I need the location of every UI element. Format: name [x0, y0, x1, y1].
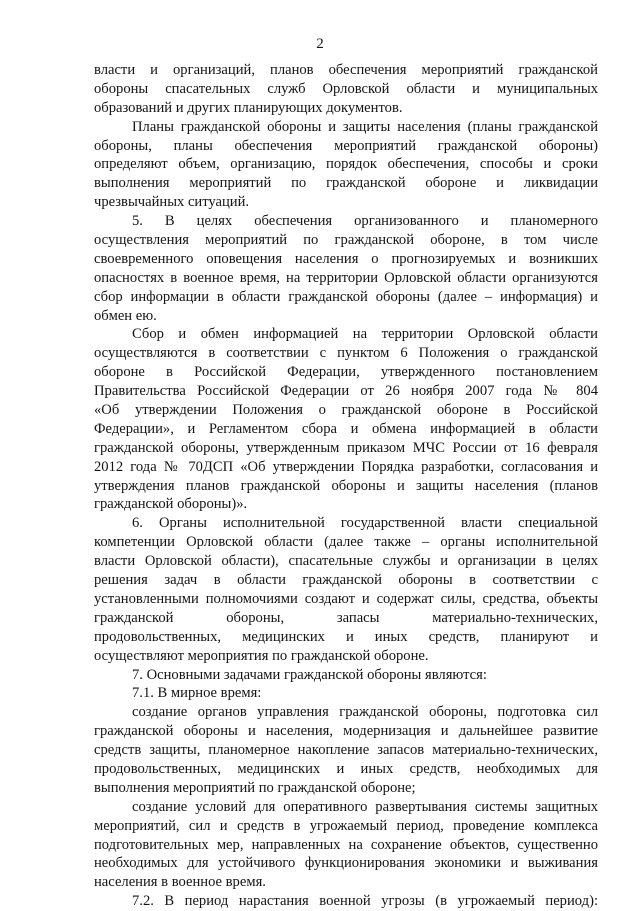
text-line: установленными полномочиями создают и содержат силы, средства, объекты [94, 590, 598, 607]
document-body [94, 61, 598, 911]
text-line: осуществляют мероприятия по гражданской обороне. [94, 647, 429, 664]
text-line: 2012 года № 70ДСП «Об утверждении Порядка разработки, согласования и [94, 458, 598, 475]
text-line: «Об утверждении Положения о гражданской обороне в Российской [94, 402, 598, 419]
text-line: гражданской обороны, запасы материально-технических, [94, 609, 598, 626]
text-line: 6. Органы исполнительной государственной власти специальной [132, 515, 598, 532]
text-line: власти Орловской области), спасательные службы и организации в целях [94, 553, 598, 570]
text-line: гражданской обороны, утвержденным приказом МЧС России от 16 февраля [94, 439, 598, 456]
text-line: выполнения мероприятий по гражданской обороне и ликвидации [94, 175, 598, 192]
text-line: обороны, планы обеспечения мероприятий гражданской обороны) [94, 137, 598, 154]
text-line: осуществления мероприятий по гражданской обороне, в том числе [94, 232, 598, 249]
text-line: образований и других планирующих документов. [94, 99, 403, 116]
text-line: гражданской обороны)». [94, 496, 248, 513]
text-line: необходимых для устойчивого функционирования экономики и выживания [94, 855, 598, 872]
text-line: Федерации», и Регламентом сбора и обмена информацией в области [94, 420, 598, 437]
text-line: сбор информации в области гражданской обороны (далее – информация) и [94, 288, 598, 305]
text-line: средств защиты, планомерное накопление запасов материально-технических, [94, 742, 598, 759]
text-line: Планы гражданской обороны и защиты населения (планы гражданской [132, 118, 598, 135]
text-line: решения задач в области гражданской обороны в соответствии с [94, 572, 598, 589]
text-line: Сбор и обмен информацией на территории Орловской области [132, 326, 598, 343]
text-line: населения в военное время. [94, 874, 266, 891]
text-line: 7. Основными задачами гражданской обороны являются: [132, 666, 487, 683]
text-line: 7.1. В мирное время: [132, 685, 262, 702]
text-line: мероприятий, сил и средств в угрожаемый период, проведение комплекса [94, 817, 598, 834]
text-line: гражданской обороны и населения, модернизация и дальнейшее развитие [94, 723, 598, 740]
page-number: 2 [316, 36, 324, 52]
text-line: подготовительных мер, направленных на сохранение объектов, существенно [94, 836, 598, 853]
text-line: 7.2. В период нарастания военной угрозы (в угрожаемый период): [132, 893, 598, 910]
text-line: власти и организаций, планов обеспечения мероприятий гражданской [94, 62, 598, 78]
text-line: утверждения планов гражданской обороны и защиты населения (планов [94, 477, 598, 494]
text-line: создание условий для оперативного развертывания системы защитных [132, 798, 598, 815]
text-line: обмен ею. [94, 307, 157, 324]
text-line: своевременного оповещения населения о прогнозируемых и возникших [94, 250, 598, 267]
text-line: обороны спасательных служб Орловской области и муниципальных [94, 80, 598, 97]
text-line: чрезвычайных ситуаций. [94, 194, 250, 211]
text-line: опасностях в военное время, на территории Орловской области организуются [94, 269, 598, 286]
text-line: продовольственных, медицинских и иных средств, необходимых для [94, 760, 598, 777]
text-line: создание органов управления гражданской обороны, подготовка сил [132, 704, 598, 721]
text-line: 5. В целях обеспечения организованного и планомерного [132, 213, 598, 230]
text-line: компетенции Орловской области (далее также – органы исполнительной [94, 534, 598, 551]
text-line: продовольственных, медицинских и иных средств, планируют и [94, 628, 598, 645]
text-line: обороне в Российской Федерации, утвержденного постановлением [94, 364, 598, 381]
text-line: Правительства Российской Федерации от 26 ноября 2007 года № 804 [94, 383, 598, 400]
text-line: осуществляются в соответствии с пунктом 6 Положения о гражданской [94, 345, 598, 362]
text-line: выполнения мероприятий по гражданской обороне; [94, 779, 416, 796]
text-line: определяют объем, организацию, порядок обеспечения, способы и сроки [94, 156, 598, 173]
